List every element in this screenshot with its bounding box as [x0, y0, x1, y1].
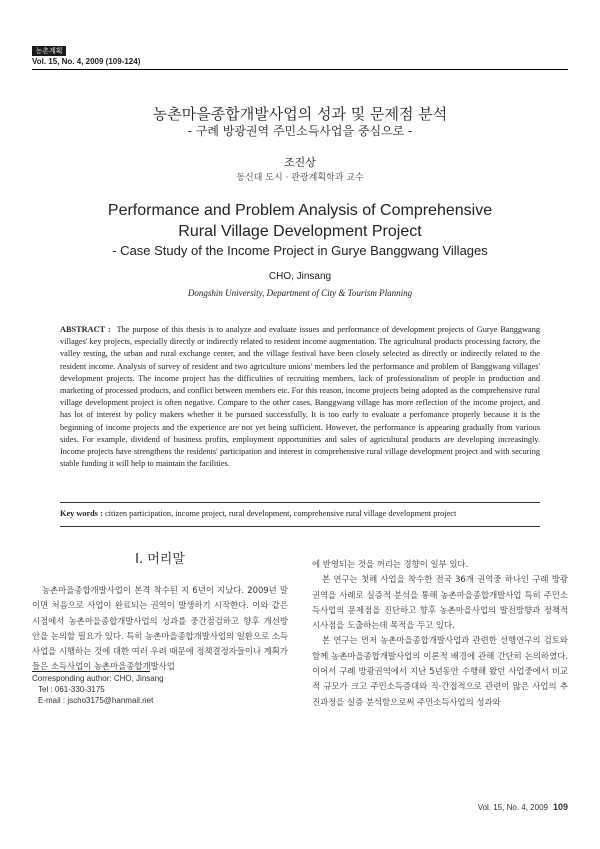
keywords-divider — [60, 526, 540, 527]
abstract-label: ABSTRACT : — [60, 325, 111, 334]
body-paragraph: 본 연구는 먼저 농촌마을종합개발사업과 관련한 선행연구의 검토와 함께 농촌마을종합개발사업의 이론적 배경에 관해 간단히 논의하였다. 이어서 구례 방광권역에서 지난 5년동안 수행해 왔던 사업중에서 비교적 규모가 크고 주민소득증대와 직·간접적으로 관련이 많은 사업의 추진과정을 실증 분석함으로써 주민소득사업의 성과와 — [312, 635, 568, 707]
title-english-line1: Performance and Problem Analysis of Comprehensive — [107, 202, 493, 219]
keywords — [60, 509, 540, 518]
body-column-left — [32, 583, 288, 675]
affiliation-english: Dongshin University, Department of City & Tourism Planning — [187, 288, 413, 298]
body-paragraph: 본 연구는 첫해 사업을 착수한 전국 36개 권역중 하나인 구례 방광권역을 사례로 실증적 분석을 통해 농촌마을종합개발사업 특히 주민소득사업의 문제점을 진단하고 향후 농촌마을사업의 발전방향과 정책적 시사점을 도출하는데 목적을 두고 있다. — [312, 574, 568, 631]
header-rule — [32, 69, 568, 70]
abstract-divider — [60, 502, 540, 503]
affiliation-korean: 동신대 도시 · 관광계획학과 교수 — [236, 173, 364, 183]
page-footer — [478, 802, 568, 812]
body-column-right — [312, 557, 568, 710]
title-korean: 농촌마을종합개발사업의 성과 및 문제점 분석 — [152, 105, 448, 123]
body-paragraph: 에 반영되는 것을 꺼리는 경향이 일부 있다. — [312, 559, 469, 569]
phone-number: Tel : 061-330-3175 — [38, 685, 105, 694]
section-heading: I. 머리말 — [135, 552, 185, 567]
subtitle-english: - Case Study of the Income Project in Gurye Banggwang Villages — [112, 243, 488, 258]
abstract — [60, 324, 540, 470]
title-english-line2: Rural Village Development Project — [178, 223, 422, 240]
subtitle-korean: - 구례 방광권역 주민소득사업을 중심으로 - — [187, 124, 413, 138]
corresponding-author: Corresponding author: CHO, Jinsang — [32, 674, 164, 683]
abstract-text: The purpose of this thesis is to analyze and evaluate issues and performance of development projects of Gurye Banggwang villages' key projects, especially directly or indirectly related to resident income augmentation. The agricultural products processing factory, the valley resting, the urban and rural exchange center, and the village festival have been closely selected as directly or indirectly related to the resident income. Analysis of survey of resident and two agriculture unions' members led the performance and problem of Banggwang villages' development projects. The income project has the difficulties of recruiting members, lack of professionalism of people in production and marketing of processed products, and conflict between members etc. For this reason, income projects being adopted as the comprehensive rural village development project is often negative. Compare to the other cases, Banggwang village has more reflection of the income project, and has lot of interest by policy makers whether it be pursued successfully. It is too early to evaluate a perfomance properly because it is the beginning of income projects and the experience are not yet being sufficient. However, the performance is appearing gradually from various sides. For example, dividend of business profits, employment opportunities and sales of agricultural products are developing increasingly. Income projects have strengthens the residents' participation and interest in comprehensive rural village development project and with securing stable funding it will help to maintain the facilities. — [60, 325, 541, 469]
footer-issue: Vol. 15, No. 4, 2009 — [477, 803, 548, 812]
footnote-rule — [32, 671, 150, 672]
author-english: CHO, Jinsang — [268, 271, 332, 282]
volume-info: Vol. 15, No. 4, 2009 (109-124) — [32, 57, 141, 66]
keywords-label: Key words : — [60, 509, 103, 518]
footnote — [32, 673, 164, 706]
keywords-text: citizen participation, income project, rural development, comprehensive rural village development project — [104, 509, 457, 518]
author-korean: 조진상 — [284, 156, 316, 169]
email-address: E-mail : jscho3175@hanmail.net — [38, 696, 154, 705]
page-number: 109 — [552, 802, 568, 812]
journal-tag: 농촌계획 — [32, 46, 66, 56]
body-paragraph: 농촌마을종합개발사업이 본격 착수된 지 6년이 지났다. 2009년 말이면 처음으로 사업이 완료되는 권역이 발생하기 시작한다. 이와 같은 시점에서 농촌마을종합개발사업의 성과를 중간점검하고 향후 개선방안을 논의할 필요가 있다. 특히 농촌마을종합개발사업의 일환으로 소득사업을 시행하는 것에 대한 여러 우려 때문에 정책결정자들이나 계획가들은 소득사업이 농촌마을종합개발사업 — [32, 585, 288, 672]
